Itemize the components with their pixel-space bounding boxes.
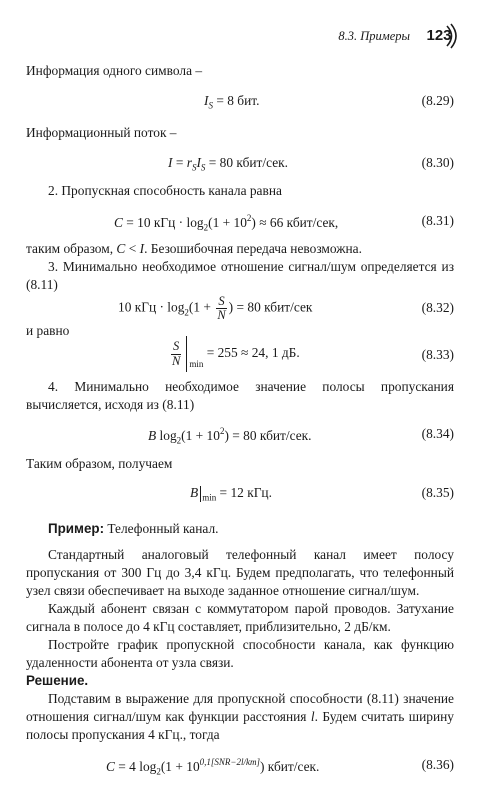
equation-lhs: = 10 кГц · log	[122, 215, 204, 230]
paragraph: 2. Пропускная способность канала равна	[48, 183, 282, 198]
paragraph: и равно	[26, 323, 70, 338]
text-run: таким образом,	[26, 241, 117, 256]
equation-number: (8.31)	[421, 213, 454, 228]
equation-8-30: $I = r_SI_S = 80$ кбит/сек. (8.30)	[168, 155, 454, 173]
equation-lhs: = 4 log	[114, 759, 157, 774]
subscript-min: min	[189, 359, 204, 370]
equation-8-31: C = 10 кГц · $\log_2(1 + 10^2) \approx 66$ кбит/сек, (8.31)	[114, 213, 454, 233]
equation-8-29: $I_S = 8$ бит. (8.29)	[204, 93, 454, 111]
equation-number: (8.36)	[421, 757, 454, 772]
equation-number: (8.34)	[421, 426, 454, 441]
equation-mid: (1 + 10	[181, 428, 220, 443]
paragraph: 3. Минимально необходимое отношение сигнал/шум определяется из (8.11)	[26, 259, 454, 293]
equation-number: (8.35)	[421, 485, 454, 500]
paragraph: Таким образом, получаем	[26, 456, 173, 471]
text-run: Подставим в выражение для пропускной способности (8.11) значение отношения сигнал/шум как функции расстояния	[26, 691, 454, 725]
example-heading	[26, 520, 454, 538]
equation-8-32: 10 кГц · $\log_2(1$ + $\frac{S}{N}$ ) = 80 кбит/сек (8.32)	[118, 294, 454, 323]
equation-rhs: = 80 кбит/сек.	[205, 155, 289, 170]
example-label: Пример:	[48, 521, 105, 536]
section-title: 8.3. Примеры	[338, 28, 410, 43]
equation-number: (8.33)	[421, 347, 454, 362]
paragraph: Каждый абонент связан с коммутатором парой проводов. Затухание сигнала в полосе до 4 кГц составляет, приблизительно, 2 дБ/км.	[26, 601, 454, 635]
equation-8-33	[26, 336, 454, 376]
equation-rhs: = 12 кГц.	[216, 485, 272, 500]
page-number-badge	[420, 23, 458, 49]
equation-rhs: ) = 80 кбит/сек.	[224, 428, 312, 443]
paragraph: Постройте график пропускной способности канала, как функцию удаленности абонента от узла связи.	[26, 637, 454, 671]
equation-number: (8.29)	[421, 93, 454, 108]
paragraph: 4. Минимально необходимое значение полосы пропускания вычисляется, исходя из (8.11)	[26, 379, 454, 413]
equation-mid: (1 +	[188, 299, 215, 315]
equation-mid: (1 + 10	[208, 215, 247, 230]
equation-rhs: = 8 бит.	[212, 93, 260, 108]
paragraph: Подставим в выражение для пропускной способности (8.11) значение отношения сигнал/шум как функции расстояния l. Будем считать ширину полосы пропускания 4 кГц., тогда	[26, 691, 454, 743]
page-number: 123	[426, 26, 452, 44]
equation-8-36: C = 4 $\log_2(1 + 10^{0,1[SNR-2l/km]})$ кбит/сек. (8.36)	[106, 757, 454, 777]
equation-number: (8.30)	[421, 155, 454, 170]
equation-mid: (1 + 10	[160, 759, 200, 774]
example-title: Телефонный канал.	[104, 521, 219, 536]
paragraph: Стандартный аналоговый телефонный канал имеет полосу пропускания от 300 Гц до 3,4 кГц. Будем предполагать, что телефонный узел связи обеспечивает на выходе заданное отношение сигнал/шум.	[26, 547, 454, 599]
text-run: . Безошибочная передача невозможна.	[144, 241, 362, 256]
paragraph: Информационный поток –	[26, 125, 177, 140]
snr-fraction: $\frac{S}{N}$	[172, 339, 181, 368]
equation-8-35: B $_{min}$ = 12 кГц. (8.35)	[190, 485, 454, 503]
paragraph: таким образом, C < I. Безошибочная передача невозможна.	[26, 241, 362, 256]
text-run: . Будем считать ширину полосы пропускания 4 кГц., тогда	[26, 709, 454, 743]
equation-lhs: 10 кГц · log	[118, 299, 185, 315]
equation-lhs: log	[156, 428, 177, 443]
equation-number: (8.32)	[421, 300, 454, 315]
equation-rhs: ) = 80 кбит/сек	[228, 299, 313, 315]
running-header	[338, 23, 458, 49]
equation-8-34: B $\log_2(1 + 10^2) = 80$ кбит/сек. (8.34)	[148, 426, 454, 446]
equation-rhs: = 255 ≈ 24, 1 дБ.	[203, 345, 300, 361]
equation-rhs: ) ≈ 66 кбит/сек,	[251, 215, 339, 230]
exponent: 0,1[SNR−2l/km]	[199, 757, 260, 767]
paragraph: Информация одного символа –	[26, 63, 203, 78]
equation-rhs: ) кбит/сек.	[259, 759, 320, 774]
snr-fraction: $\frac{S}{N}$	[217, 294, 226, 323]
solution-heading: Решение.	[26, 673, 89, 688]
subscript-min: min	[202, 492, 217, 503]
